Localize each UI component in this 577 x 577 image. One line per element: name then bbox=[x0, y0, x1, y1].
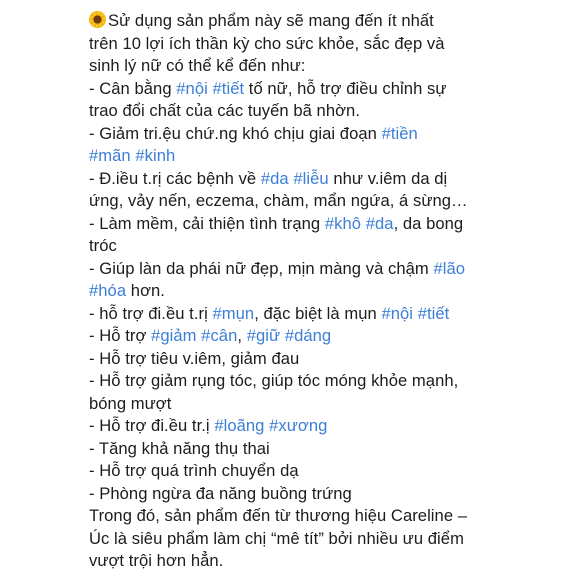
hashtag-link[interactable]: #mãn bbox=[89, 146, 131, 165]
post-line bbox=[89, 348, 517, 371]
post-line bbox=[89, 213, 517, 236]
post-line bbox=[89, 505, 517, 528]
post-text-segment: , da bong bbox=[393, 213, 464, 233]
post-text-segment: sinh lý nữ có thể kể đến như: bbox=[89, 56, 306, 75]
post-line bbox=[89, 528, 517, 551]
post-text-segment: hơn. bbox=[126, 281, 165, 300]
hashtag-link[interactable]: #xương bbox=[269, 416, 328, 435]
post-text-segment: tố nữ, hỗ trợ điều chỉnh sự bbox=[244, 78, 447, 98]
post-text-segment: Úc là siêu phẩm làm chị “mê tít” bởi nhiều ưu điểm bbox=[89, 528, 464, 548]
post-text-segment: - Phòng ngừa đa năng buồng trứng bbox=[89, 483, 352, 503]
post-text-segment: - Hỗ trợ đi.ều tr.ị bbox=[89, 416, 215, 435]
post-text-segment: - Giảm tri.ệu chứ.ng khó chịu giai đoạn bbox=[89, 123, 382, 143]
post-text-segment: bóng mượt bbox=[89, 393, 172, 413]
hashtag-link[interactable]: #kinh bbox=[135, 146, 176, 165]
hashtag-link[interactable]: #khô bbox=[324, 213, 362, 233]
hashtag-link[interactable]: #da bbox=[365, 213, 394, 233]
sunflower-icon bbox=[89, 11, 106, 28]
post-text-segment: - Cân bằng bbox=[89, 78, 177, 98]
post-line bbox=[89, 280, 517, 303]
post-text-segment: - Đ.iều t.rị các bệnh về bbox=[89, 168, 261, 188]
post-text-segment: như v.iêm da dị bbox=[328, 168, 448, 188]
post-line bbox=[89, 460, 517, 483]
post-text-segment: tróc bbox=[89, 236, 117, 255]
post-line bbox=[89, 258, 517, 281]
hashtag-link[interactable]: #lão bbox=[433, 258, 466, 278]
post-line bbox=[89, 415, 517, 438]
post-text-segment: Trong đó, sản phẩm đến từ thương hiệu Careline – bbox=[89, 506, 468, 525]
post-text-segment: - Hỗ trợ bbox=[89, 326, 152, 345]
post-text-segment: ứng, vảy nến, eczema, chàm, mẩn ngứa, á sừng… bbox=[89, 191, 468, 210]
post-line bbox=[89, 168, 517, 191]
post-line bbox=[89, 393, 517, 416]
post-text-segment: , bbox=[237, 326, 247, 345]
post-line bbox=[89, 370, 517, 393]
post-text-segment: trao đổi chất của các tuyến bã nhờn. bbox=[89, 101, 360, 120]
post-line bbox=[89, 235, 517, 258]
post-line bbox=[89, 483, 517, 506]
hashtag-link[interactable]: #giữ bbox=[246, 326, 281, 345]
hashtag-link[interactable]: #tiền bbox=[381, 123, 418, 143]
post-line bbox=[89, 550, 517, 573]
hashtag-link[interactable]: #da bbox=[260, 168, 289, 188]
post-text-segment: vượt trội hơn hẳn. bbox=[89, 551, 224, 570]
post-text-segment: - Hỗ trợ tiêu v.iêm, giảm đau bbox=[89, 348, 300, 368]
hashtag-link[interactable]: #nội bbox=[176, 78, 208, 98]
post-line bbox=[89, 303, 517, 326]
post-text-segment: - Tăng khả năng thụ thai bbox=[89, 438, 270, 458]
hashtag-link[interactable]: #nội bbox=[381, 303, 414, 323]
post-line bbox=[89, 325, 517, 348]
post-text-segment: - Hỗ trợ giảm rụng tóc, giúp tóc móng khỏe mạnh, bbox=[89, 371, 459, 390]
post-text-segment: - Làm mềm, cải thiện tình trạng bbox=[89, 213, 325, 233]
post-line bbox=[89, 123, 517, 146]
post-line bbox=[89, 145, 517, 168]
post-text-segment: - hỗ trợ đi.ều t.rị bbox=[89, 303, 213, 323]
post-text-segment: - Giúp làn da phái nữ đẹp, mịn màng và chậm bbox=[89, 258, 434, 278]
hashtag-link[interactable]: #loãng bbox=[214, 416, 265, 435]
post-line bbox=[89, 100, 517, 123]
hashtag-link[interactable]: #giảm bbox=[151, 326, 197, 345]
post-text-segment: - Hỗ trợ quá trình chuyển dạ bbox=[89, 461, 299, 480]
post-line bbox=[89, 438, 517, 461]
hashtag-link[interactable]: #mụn bbox=[212, 303, 255, 323]
post-text-segment: , đặc biệt là mụn bbox=[254, 303, 382, 323]
hashtag-link[interactable]: #liễu bbox=[293, 168, 329, 188]
post-line bbox=[89, 10, 517, 33]
hashtag-link[interactable]: #cân bbox=[201, 326, 238, 345]
post-line bbox=[89, 190, 517, 213]
hashtag-link[interactable]: #tiết bbox=[212, 78, 245, 98]
hashtag-link[interactable]: #hóa bbox=[89, 281, 127, 300]
post-line bbox=[89, 55, 517, 78]
hashtag-link[interactable]: #dáng bbox=[284, 326, 332, 345]
post-text-segment: trên 10 lợi ích thần kỳ cho sức khỏe, sắc đẹp và bbox=[89, 33, 445, 53]
post-line bbox=[89, 78, 517, 101]
post-line bbox=[89, 33, 517, 56]
post-text-segment: Sử dụng sản phẩm này sẽ mang đến ít nhất bbox=[108, 11, 434, 30]
hashtag-link[interactable]: #tiết bbox=[417, 303, 450, 323]
